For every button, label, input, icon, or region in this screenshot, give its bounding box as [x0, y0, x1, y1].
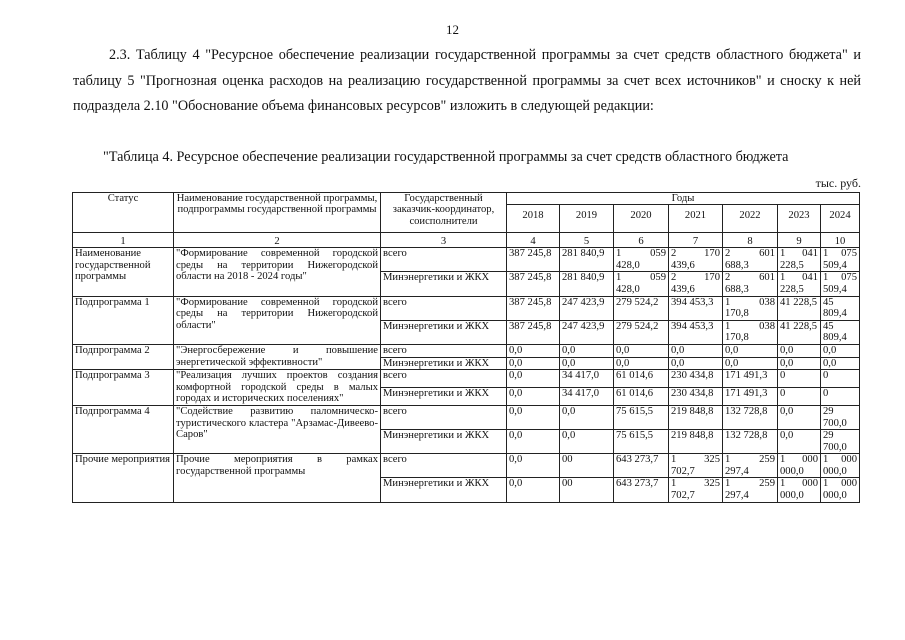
status-cell: Подпрограмма 3	[73, 370, 174, 406]
name-header: Наименование государственной программы, подпрограммы государственной программы	[174, 193, 381, 233]
value-cell: 45 809,4	[821, 320, 860, 344]
executor-cell: всего	[381, 248, 507, 272]
value-cell: 0,0	[560, 405, 614, 429]
value-cell: 41 228,5	[778, 296, 821, 320]
value-cell: 2 601 688,3	[723, 272, 778, 296]
program-name-cell: "Содействие развитию паломническо-туристического кластера "Арзамас-Дивеево-Саров"	[174, 405, 381, 453]
year-header: 2019	[560, 205, 614, 232]
value-cell: 0,0	[507, 388, 560, 406]
column-number: 5	[560, 232, 614, 248]
value-cell: 2 601 688,3	[723, 248, 778, 272]
value-cell: 0,0	[560, 344, 614, 357]
executor-cell: Минэнергетики и ЖКХ	[381, 357, 507, 370]
executor-cell: всего	[381, 454, 507, 478]
value-cell: 1 000 000,0	[778, 454, 821, 478]
value-cell: 0,0	[507, 370, 560, 388]
column-numbers-row	[73, 232, 860, 248]
value-cell: 230 434,8	[669, 370, 723, 388]
executor-cell: всего	[381, 370, 507, 388]
value-cell: 394 453,3	[669, 320, 723, 344]
value-cell: 1 000 000,0	[821, 478, 860, 502]
value-cell: 2 170 439,6	[669, 248, 723, 272]
value-cell: 1 038 170,8	[723, 320, 778, 344]
value-cell: 0,0	[507, 430, 560, 454]
value-cell: 0,0	[507, 405, 560, 429]
year-header: 2018	[507, 205, 560, 232]
value-cell: 29 700,0	[821, 430, 860, 454]
executor-cell: Минэнергетики и ЖКХ	[381, 320, 507, 344]
value-cell: 230 434,8	[669, 388, 723, 406]
value-cell: 643 273,7	[614, 454, 669, 478]
units-label: тыс. руб.	[815, 176, 861, 190]
table-row	[73, 344, 860, 357]
value-cell: 1 000 000,0	[821, 454, 860, 478]
executor-cell: Минэнергетики и ЖКХ	[381, 430, 507, 454]
value-cell: 0,0	[669, 344, 723, 357]
year-header: 2024	[821, 205, 860, 232]
value-cell: 279 524,2	[614, 320, 669, 344]
column-number: 3	[381, 232, 507, 248]
value-cell: 171 491,3	[723, 370, 778, 388]
value-cell: 1 259 297,4	[723, 454, 778, 478]
column-number: 7	[669, 232, 723, 248]
value-cell: 0,0	[723, 357, 778, 370]
program-name-cell: Прочие мероприятия в рамках государственной программы	[174, 454, 381, 502]
value-cell: 247 423,9	[560, 320, 614, 344]
value-cell: 0,0	[669, 357, 723, 370]
value-cell: 1 325 702,7	[669, 454, 723, 478]
executor-cell: всего	[381, 344, 507, 357]
budget-table	[72, 192, 860, 503]
value-cell: 1 075 509,4	[821, 272, 860, 296]
value-cell: 0,0	[507, 357, 560, 370]
status-cell: Наименование государственной программы	[73, 248, 174, 296]
value-cell: 1 259 297,4	[723, 478, 778, 502]
value-cell: 1 075 509,4	[821, 248, 860, 272]
status-header: Статус	[73, 193, 174, 233]
table-row	[73, 248, 860, 272]
year-header: 2021	[669, 205, 723, 232]
table-caption: "Таблица 4. Ресурсное обеспечение реализации государственной программы за счет средств областного бюджета	[103, 149, 789, 165]
value-cell: 00	[560, 478, 614, 502]
year-header: 2023	[778, 205, 821, 232]
value-cell: 61 014,6	[614, 370, 669, 388]
column-number: 8	[723, 232, 778, 248]
value-cell: 247 423,9	[560, 296, 614, 320]
value-cell: 1 059 428,0	[614, 248, 669, 272]
value-cell: 0,0	[778, 430, 821, 454]
value-cell: 1 038 170,8	[723, 296, 778, 320]
value-cell: 75 615,5	[614, 405, 669, 429]
status-cell: Подпрограмма 1	[73, 296, 174, 344]
value-cell: 0,0	[614, 357, 669, 370]
program-name-cell: "Реализация лучших проектов создания комфортной городской среды в малых городах и исторических поселениях"	[174, 370, 381, 406]
value-cell: 394 453,3	[669, 296, 723, 320]
value-cell: 0,0	[614, 344, 669, 357]
value-cell: 0,0	[507, 454, 560, 478]
value-cell: 0,0	[821, 344, 860, 357]
executor-cell: Минэнергетики и ЖКХ	[381, 272, 507, 296]
status-cell: Подпрограмма 4	[73, 405, 174, 453]
value-cell: 34 417,0	[560, 370, 614, 388]
table-row	[73, 454, 860, 478]
value-cell: 45 809,4	[821, 296, 860, 320]
value-cell: 0,0	[821, 357, 860, 370]
column-number: 10	[821, 232, 860, 248]
value-cell: 0,0	[507, 344, 560, 357]
amendment-text: 2.3. Таблицу 4 "Ресурсное обеспечение реализации государственной программы за счет средств областного бюджета" и таблицу 5 "Прогнозная оценка расходов на реализацию государственной программы за счет всех источников" и сноску к ней подраздела 2.10 "Обоснование объема финансовых ресурсов" изложить в следующей редакции:	[73, 47, 861, 114]
value-cell: 0,0	[778, 344, 821, 357]
value-cell: 61 014,6	[614, 388, 669, 406]
executor-cell: всего	[381, 296, 507, 320]
value-cell: 29 700,0	[821, 405, 860, 429]
value-cell: 171 491,3	[723, 388, 778, 406]
status-cell: Подпрограмма 2	[73, 344, 174, 369]
table-row	[73, 296, 860, 320]
value-cell: 41 228,5	[778, 320, 821, 344]
amendment-paragraph	[73, 43, 861, 120]
value-cell: 0	[821, 388, 860, 406]
customer-header: Государственный заказчик-координатор, соисполнители	[381, 193, 507, 233]
year-header: 2020	[614, 205, 669, 232]
value-cell: 0,0	[778, 405, 821, 429]
value-cell: 387 245,8	[507, 296, 560, 320]
budget-table-body	[73, 248, 860, 502]
value-cell: 132 728,8	[723, 430, 778, 454]
value-cell: 34 417,0	[560, 388, 614, 406]
value-cell: 0,0	[560, 430, 614, 454]
program-name-cell: "Формирование современной городской среды на территории Нижегородской области"	[174, 296, 381, 344]
value-cell: 219 848,8	[669, 405, 723, 429]
years-header: Годы	[507, 193, 860, 205]
value-cell: 279 524,2	[614, 296, 669, 320]
page-number: 12	[446, 22, 459, 37]
column-number: 2	[174, 232, 381, 248]
value-cell: 387 245,8	[507, 248, 560, 272]
value-cell: 0	[778, 388, 821, 406]
value-cell: 643 273,7	[614, 478, 669, 502]
executor-cell: Минэнергетики и ЖКХ	[381, 478, 507, 502]
value-cell: 219 848,8	[669, 430, 723, 454]
table-row	[73, 370, 860, 388]
value-cell: 75 615,5	[614, 430, 669, 454]
program-name-cell: "Энергосбережение и повышение энергетической эффективности"	[174, 344, 381, 369]
program-name-cell: "Формирование современной городской среды на территории Нижегородской области на 2018 - 2024 годы"	[174, 248, 381, 296]
value-cell: 0,0	[507, 478, 560, 502]
value-cell: 387 245,8	[507, 320, 560, 344]
executor-cell: Минэнергетики и ЖКХ	[381, 388, 507, 406]
executor-cell: всего	[381, 405, 507, 429]
value-cell: 1 325 702,7	[669, 478, 723, 502]
value-cell: 387 245,8	[507, 272, 560, 296]
value-cell: 0,0	[723, 344, 778, 357]
value-cell: 281 840,9	[560, 272, 614, 296]
value-cell: 0	[778, 370, 821, 388]
value-cell: 1 041 228,5	[778, 248, 821, 272]
value-cell: 2 170 439,6	[669, 272, 723, 296]
column-number: 1	[73, 232, 174, 248]
column-number: 9	[778, 232, 821, 248]
table-row	[73, 405, 860, 429]
status-cell: Прочие мероприятия	[73, 454, 174, 502]
header-row	[73, 193, 860, 205]
year-header: 2022	[723, 205, 778, 232]
column-number: 4	[507, 232, 560, 248]
value-cell: 0,0	[778, 357, 821, 370]
value-cell: 0,0	[560, 357, 614, 370]
column-number: 6	[614, 232, 669, 248]
value-cell: 1 059 428,0	[614, 272, 669, 296]
value-cell: 132 728,8	[723, 405, 778, 429]
value-cell: 1 000 000,0	[778, 478, 821, 502]
value-cell: 1 041 228,5	[778, 272, 821, 296]
value-cell: 0	[821, 370, 860, 388]
value-cell: 00	[560, 454, 614, 478]
value-cell: 281 840,9	[560, 248, 614, 272]
